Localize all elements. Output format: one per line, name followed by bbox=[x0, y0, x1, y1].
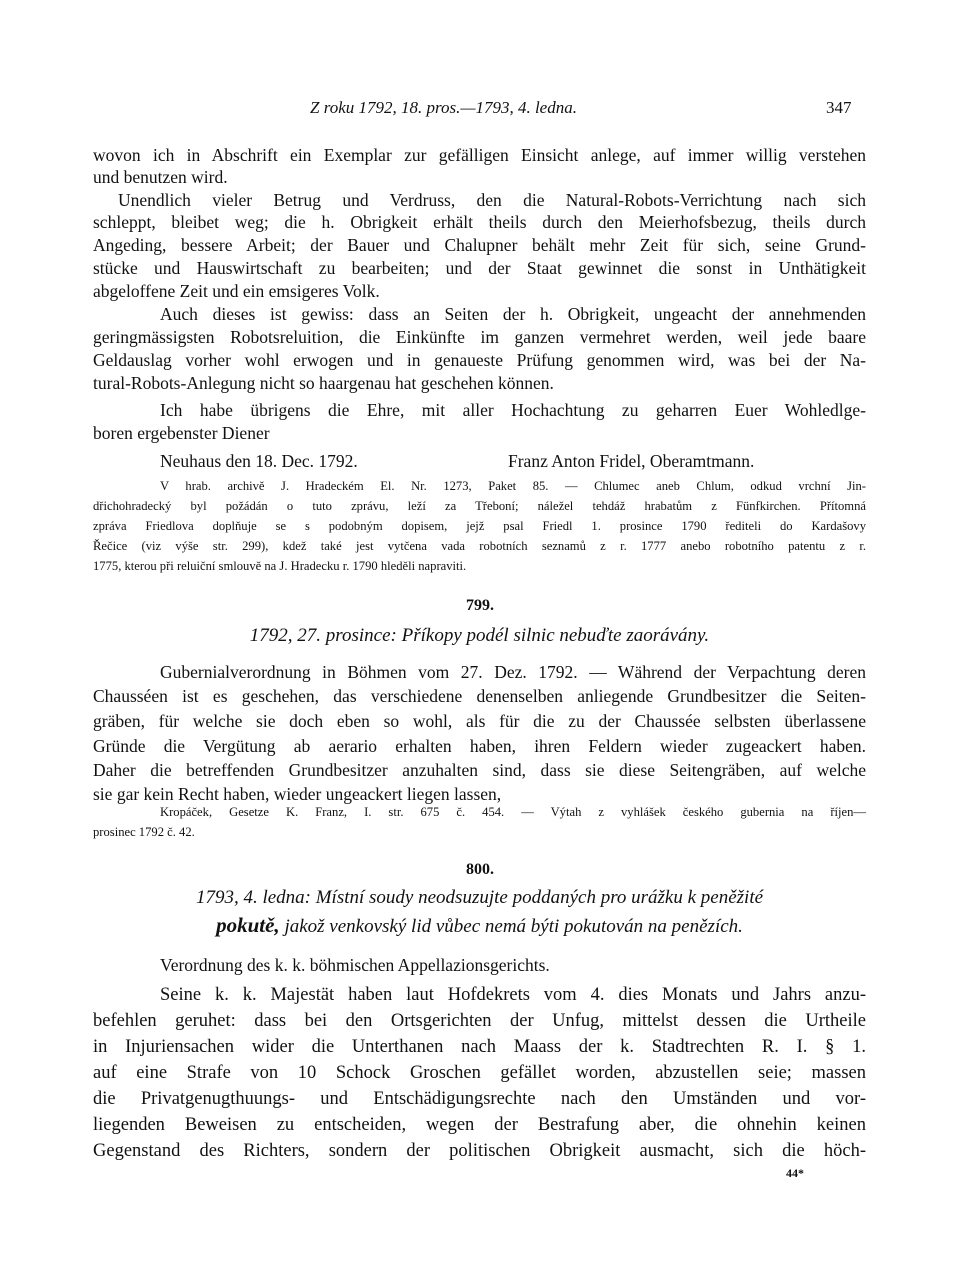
text-line: befehlen geruhet: dass bei den Ortsgerichten der Unfug, mittelst dessen die Urtheile bbox=[93, 1011, 866, 1031]
text-line: Gubernialverordnung in Böhmen vom 27. Dez. 1792. — Während der Verpachtung deren bbox=[160, 662, 866, 682]
text-line: Chausséen ist es geschehen, das verschiedene denenselben anliegende Grundbesitzer die Seiten- bbox=[93, 686, 866, 706]
text-line: geringmässigsten Robotsreluition, die Einkünfte im ganzen vermehret werden, weil jede baare bbox=[93, 327, 866, 347]
sheet-signature-mark: 44* bbox=[786, 1166, 804, 1180]
running-head: Z roku 1792, 18. pros.—1793, 4. ledna. bbox=[310, 98, 577, 117]
title-emphasis: pokutě, bbox=[216, 913, 280, 937]
text-line: Ich habe übrigens die Ehre, mit aller Hochachtung zu geharren Euer Wohledlge- bbox=[160, 400, 866, 420]
text-line: die Privatgenugthuungs- und Entschädigungsrechte nach den Umständen und vor- bbox=[93, 1089, 866, 1109]
document-intro: Verordnung des k. k. böhmischen Appellazionsgerichts. bbox=[160, 955, 550, 975]
text-line: boren ergebenster Diener bbox=[93, 423, 270, 443]
text-line: Gegenstand des Richters, sondern der politischen Obrigkeit ausmacht, sich die höch- bbox=[93, 1141, 866, 1161]
text-line: Unendlich vieler Betrug und Verdruss, den die Natural-Robots-Verrichtung nach sich bbox=[118, 190, 866, 210]
page-number: 347 bbox=[826, 98, 852, 117]
text-line: liegenden Beweisen zu entscheiden, wegen der Bestrafung aber, die ohnehin keinen bbox=[93, 1115, 866, 1135]
text-line: Geldauslag vorher wohl erwogen und in genaueste Prüfung genommen wird, was bei der Na- bbox=[93, 350, 866, 370]
footnote-line: prosinec 1792 č. 42. bbox=[93, 825, 195, 839]
text-line: Daher die betreffenden Grundbesitzer anzuhalten sind, dass sie diese Seitengräben, auf welche bbox=[93, 760, 866, 780]
footnote-line: zpráva Friedlova doplňuje se s podobným dopisem, jejž psal Friedl 1. prosince 1790 řediteli do Kardašovy bbox=[93, 519, 866, 533]
text-line: schleppt, bleibet weg; die h. Obrigkeit erhält theils durch den Meierhofsbezug, theils durch bbox=[93, 212, 866, 232]
text-line: wovon ich in Abschrift ein Exemplar zur gefälligen Einsicht anlege, auf immer willig verstehen bbox=[93, 145, 866, 165]
footnote-line: 1775, kterou při reluiční smlouvě na J. Hradecku r. 1790 hleděli napraviti. bbox=[93, 559, 467, 573]
signature-place-date: Neuhaus den 18. Dec. 1792. bbox=[160, 451, 358, 471]
document-number: 800. bbox=[466, 861, 494, 878]
title-rest: jakož venkovský lid vůbec nemá býti pokutován na penězích. bbox=[279, 916, 743, 937]
text-line: sie gar kein Recht haben, wieder ungeackert liegen lassen, bbox=[93, 784, 502, 804]
text-line: auf eine Strafe von 10 Schock Groschen gefället worden, abzustellen seie; massen bbox=[93, 1063, 866, 1083]
text-line: tural-Robots-Anlegung nicht so haargenau hat geschehen können. bbox=[93, 373, 554, 393]
document-title: 1793, 4. ledna: Místní soudy neodsuzujte poddaných pro urážku k peněžité bbox=[195, 887, 764, 908]
text-line: und benutzen wird. bbox=[93, 167, 228, 187]
text-line: stücke und Hauswirtschaft zu bearbeiten; und der Staat gewinnet die sonst in Unthätigkeit bbox=[93, 258, 866, 278]
text-line: Gründe die Vergütung ab aerario erhalten haben, ihren Feldern wieder zugeackert haben. bbox=[93, 736, 866, 756]
text-line: in Injuriensachen wider die Unterthanen nach Maass der k. Stadtrechten R. I. § 1. bbox=[93, 1037, 866, 1057]
document-number: 799. bbox=[466, 597, 494, 614]
footnote-line: dřichohradecký byl požádán o tuto zprávu, leží za Třeboní; náležel tehdáž hrabatům z Fünfkirchen. Přítomná bbox=[93, 499, 866, 513]
text-line: Angeding, bessere Arbeit; der Bauer und Chalupner behält mehr Zeit für sich, seine Grund- bbox=[93, 235, 866, 255]
document-title-line2 bbox=[93, 913, 866, 938]
text-line: Seine k. k. Majestät haben laut Hofdekrets vom 4. dies Monats und Jahrs anzu- bbox=[160, 985, 866, 1005]
signature-name: Franz Anton Fridel, Oberamtmann. bbox=[508, 451, 755, 471]
footnote-line: Kropáček, Gesetze K. Franz, I. str. 675 č. 454. — Výtah z vyhlášek českého gubernia na říjen— bbox=[160, 805, 866, 819]
text-line: gräben, für welche sie doch eben so wohl, als für die zu der Chaussée selbsten überlassene bbox=[93, 711, 866, 731]
footnote-line: Řečice (viz výše str. 299), kdež také jest vytčena vada robotních seznamů z r. 1777 anebo robotního patentu z r. bbox=[93, 539, 866, 553]
text-line: abgeloffene Zeit und ein emsigeres Volk. bbox=[93, 281, 380, 301]
document-title: 1792, 27. prosince: Příkopy podél silnic nebuďte zaorávány. bbox=[249, 625, 710, 646]
text-line: Auch dieses ist gewiss: dass an Seiten der h. Obrigkeit, ungeacht der annehmenden bbox=[160, 304, 866, 324]
footnote-line: V hrab. archivě J. Hradeckém El. Nr. 1273, Paket 85. — Chlumec aneb Chlum, odkud vrchní Jin- bbox=[160, 479, 866, 493]
